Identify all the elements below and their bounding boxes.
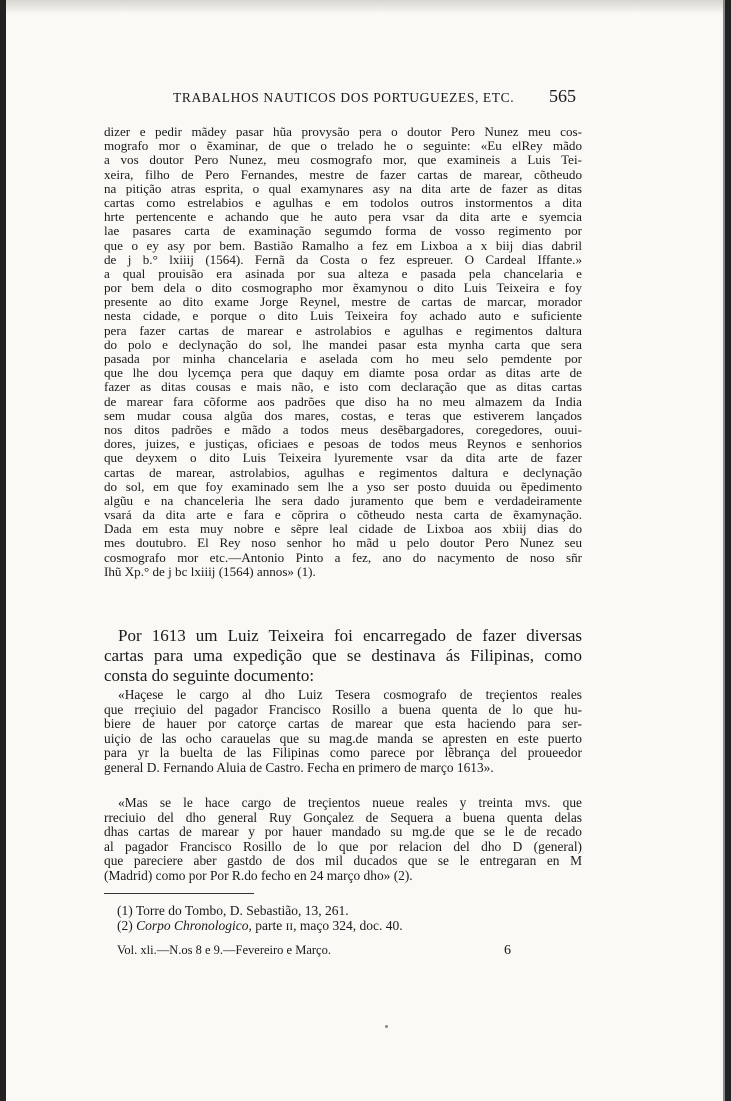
- body-line: que o ey asy por bem. Bastião Ramalho a fez em Lixboa a x biij dias dabril: [104, 238, 582, 253]
- footnote-2-title: Corpo Chronologico,: [136, 918, 252, 933]
- body-line: a qual prouisão era asinada por sua alteza e pasada pela chancelaria e: [104, 266, 582, 281]
- footnote-rule: [104, 893, 254, 894]
- body-line: nos ditos padrões e mãdo a todos meus desẽbargadores, coregedores, ouui-: [104, 422, 582, 437]
- quote2-line: «Mas se le hace cargo de treçientos nueue reales y treinta mvs. que: [118, 796, 582, 810]
- footnote-1: (1) Torre do Tombo, D. Sebastião, 13, 261.: [117, 903, 349, 918]
- quote1-line: biere de hauer por catorçe cartas de marear que esta haciendo para ser-: [104, 717, 582, 732]
- quote1-line: uiçio de las ocho carauelas que su mag.de manda se apresten en este puerto: [104, 731, 582, 746]
- body-line: xeira, filho de Pero Fernandes, mestre de fazer cartas de marear, cõtheudo: [104, 167, 582, 182]
- body-line: lae pasares carta de examinação segumdo forma de vosso regimento por: [104, 224, 582, 239]
- body-line: fazer as ditas cousas e mais não, e isto com declaração que as ditas cartas: [104, 380, 582, 395]
- page-right-edge: [725, 0, 731, 1101]
- body-line: de marear fara cõforme aos padrões que diso ha no meu almazem da India: [104, 394, 582, 409]
- body-line: pasada por minha chancelaria e aselada com ho meu selo pemdente por: [104, 352, 582, 366]
- quote2-line: dhas cartas de marear y por hauer mandado su mg.de que se le de recado: [104, 825, 582, 840]
- body-line: cosmografo mor etc.—Antonio Pinto a fez, ano do nacymento de noso sñr: [104, 550, 582, 565]
- body-line: Dada em esta muy nobre e sẽpre leal cidade de Lixboa aos xbiij dias do: [104, 522, 582, 537]
- body-line: dizer e pedir mãdey pasar hũa provysão pera o doutor Pero Nunez meu cos-: [104, 125, 582, 139]
- body-line: na pitição atras esprita, o qual examynares asy na dita arte de fazer as ditas: [104, 181, 582, 196]
- signature-line: Vol. xli.—N.os 8 e 9.—Fevereiro e Março.: [117, 943, 331, 957]
- document-body-text: [104, 125, 582, 579]
- running-head: TRABALHOS NAUTICOS DOS PORTUGUEZES, ETC.: [173, 90, 515, 105]
- body-line: que deyxem o dito Luis Teixeira lyuremente vsar da dita arte de fazer: [104, 451, 582, 466]
- body-line: mografo mor o ẽxaminar, de que o trelado he o seguinte: «Eu elRey mãdo: [104, 139, 582, 154]
- quote1-line: «Haçese le cargo al dho Luiz Tesera cosmografo de treçientos reales: [118, 688, 582, 702]
- main-paragraph-line: Por 1613 um Luiz Teixeira foi encarregado de fazer diversas: [118, 626, 582, 645]
- body-line: de j b.° lxiiij (1564). Fernã da Costa o fez espreuer. O Cardeal Iffante.»: [104, 252, 582, 267]
- body-line: que lhe dou lycemça pera que daquy em diamte posa ordar as ditas arte de: [104, 366, 582, 381]
- body-line: Ihũ Xp.° de j bc lxiiij (1564) annos» (1).: [104, 564, 316, 579]
- main-paragraph: [104, 626, 582, 686]
- body-line: hrte pertencente e achando que he auto pera vsar da dita arte e syemcia: [104, 210, 582, 225]
- quote2-line: (Madrid) como por Por R.do fecho en 24 março dho» (2).: [104, 868, 413, 883]
- main-paragraph-line: cartas para uma expedição que se destinava ás Filipinas, como: [104, 646, 582, 665]
- body-line: do sol, em que foy examinado sem lhe a yso ser posto duuida ou ẽpedimento: [104, 479, 582, 494]
- quote-block-1: [104, 688, 582, 776]
- quote2-line: que pareciere aber gastdo de dos mil ducados que se le entregaran en M: [104, 854, 582, 869]
- body-line: pera fazer cartas de marear e astrolabios e agulhas e regimentos daltura: [104, 323, 582, 338]
- body-line: cartas como estrelabios e agulhas e em todolos outros instormentos a dita: [104, 195, 582, 210]
- body-line: nesta cidade, e porque o dito Luis Teixeira foy achado auto e suficiente: [104, 309, 582, 324]
- body-line: cartas de marear, astrolabios, agulhas e regimentos daltura e declynação: [104, 465, 582, 480]
- body-line: algũu e na chanceleria lhe sera dado juramento que bem e verdadeiramente: [104, 493, 582, 508]
- quote1-line: que rreçiuio del pagador Francisco Rosillo a buena quenta de lo que hu-: [104, 702, 582, 717]
- page-speck: [385, 1025, 388, 1028]
- body-line: a vos doutor Pero Nunez, meu cosmografo mor, que examineis a Luis Tei-: [104, 153, 582, 168]
- footnote-2: [117, 918, 587, 933]
- quote1-line: para yr la buelta de las Filipinas como parece por lẽbrança del proueedor: [104, 746, 582, 761]
- main-paragraph-line: consta do seguinte documento:: [104, 666, 315, 685]
- page-number: 565: [549, 86, 576, 106]
- page-right-shadow: [723, 0, 725, 1101]
- body-line: presente ao dito exame Jorge Reynel, mestre de cartas de marcar, morador: [104, 295, 582, 310]
- body-line: mes doutubro. El Rey noso senhor ho mãd u pelo doutor Pero Nunez seu: [104, 536, 582, 551]
- quote1-line: general D. Fernando Aluia de Castro. Fecha en primero de março 1613».: [104, 760, 494, 775]
- quote2-line: rreciuio del dho general Ruy Gonçalez de Sequera a buena quenta delas: [104, 810, 582, 825]
- body-line: do polo e declynação do sol, lhe mandei pasar esta mynha carta que sera: [104, 337, 582, 352]
- footnotes: [117, 903, 587, 933]
- quote2-line: al pagador Francisco Rosillo de lo que por relacion del dho D (general): [104, 839, 582, 854]
- page-top-edge: [0, 0, 731, 14]
- body-line: vsará da dita arte e fara e cõprira o cõtheudo nesta carta de ẽxamynação.: [104, 508, 582, 523]
- body-line: dores, juizes, e justiças, oficiaes e pesoas de todos meus Reynos e senhorios: [104, 437, 582, 452]
- footnote-2-suffix: parte ɪɪ, maço 324, doc. 40.: [251, 918, 403, 933]
- sheet-number: 6: [504, 943, 511, 958]
- body-line: por bem dela o dito cosmographo mor ẽxamynou o dito Luis Teixeira e foy: [104, 281, 582, 296]
- page-left-edge: [0, 0, 6, 1101]
- footnote-2-prefix: (2): [117, 918, 137, 933]
- quote-block-2: [104, 796, 582, 884]
- body-line: sem mudar cousa algũa dos mares, costas, e teras que estiverem lançados: [104, 408, 582, 423]
